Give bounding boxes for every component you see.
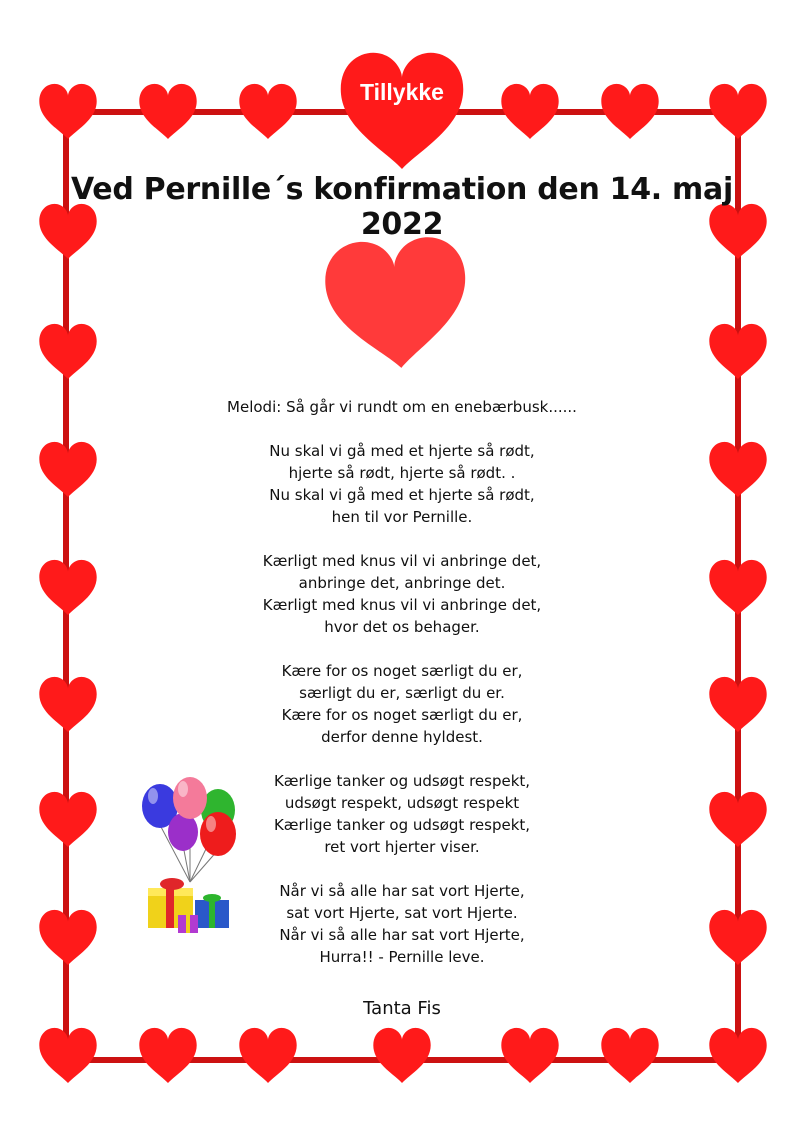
poem-line: særligt du er, særligt du er. xyxy=(299,684,505,702)
poem-line: Når vi så alle har sat vort Hjerte, xyxy=(279,882,525,900)
poem-line: hvor det os behager. xyxy=(324,618,480,636)
page-title: Ved Pernille´s konfirmation den 14. maj 2022 xyxy=(71,172,733,242)
frame-heart-icon xyxy=(239,1028,296,1083)
poem-line: sat vort Hjerte, sat vort Hjerte. xyxy=(286,904,518,922)
poem-line: Kærligt med knus vil vi anbringe det, xyxy=(262,596,542,614)
frame-heart-icon xyxy=(373,1028,430,1083)
poem-line: Kære for os noget særligt du er, xyxy=(281,662,523,680)
signature: Tanta Fis xyxy=(363,998,441,1019)
poem-line: ret vort hjerter viser. xyxy=(324,838,480,856)
poem-line: Kærlige tanker og udsøgt respekt, xyxy=(273,772,531,790)
badge-heart-icon xyxy=(341,53,464,169)
stanza xyxy=(160,440,644,528)
poem-line: Nu skal vi gå med et hjerte så rødt, xyxy=(269,442,535,460)
stanza xyxy=(160,660,644,748)
poem-line: derfor denne hyldest. xyxy=(321,728,483,746)
stanza xyxy=(160,770,644,858)
poem-line: hen til vor Pernille. xyxy=(331,508,473,526)
poem-line: Kærligt med knus vil vi anbringe det, xyxy=(262,552,542,570)
frame-heart-icon xyxy=(239,84,296,139)
frame-heart-icon xyxy=(139,1028,196,1083)
frame-heart-icon xyxy=(501,1028,558,1083)
frame-heart-icon xyxy=(39,84,96,139)
poem-line: Kærlige tanker og udsøgt respekt, xyxy=(273,816,531,834)
poem-line: udsøgt respekt, udsøgt respekt xyxy=(284,794,520,812)
badge-text: Tillykke xyxy=(360,79,444,105)
poem xyxy=(160,396,644,990)
poem-line: Hurra!! - Pernille leve. xyxy=(319,948,485,966)
stanza xyxy=(160,550,644,638)
frame-heart-icon xyxy=(139,84,196,139)
frame-heart-icon xyxy=(601,1028,658,1083)
poem-line: anbringe det, anbringe det. xyxy=(298,574,506,592)
poem-line: Når vi så alle har sat vort Hjerte, xyxy=(279,926,525,944)
center-heart-icon xyxy=(323,235,472,373)
poem-line: Kære for os noget særligt du er, xyxy=(281,706,523,724)
poem-line: Nu skal vi gå med et hjerte så rødt, xyxy=(269,486,535,504)
frame-heart-icon xyxy=(501,84,558,139)
melody-line: Melodi: Så går vi rundt om en enebærbusk...... xyxy=(227,398,577,416)
poem-line: hjerte så rødt, hjerte så rødt. . xyxy=(288,464,516,482)
frame-heart-icon xyxy=(709,84,766,139)
frame-heart-icon xyxy=(601,84,658,139)
stanza xyxy=(160,880,644,968)
